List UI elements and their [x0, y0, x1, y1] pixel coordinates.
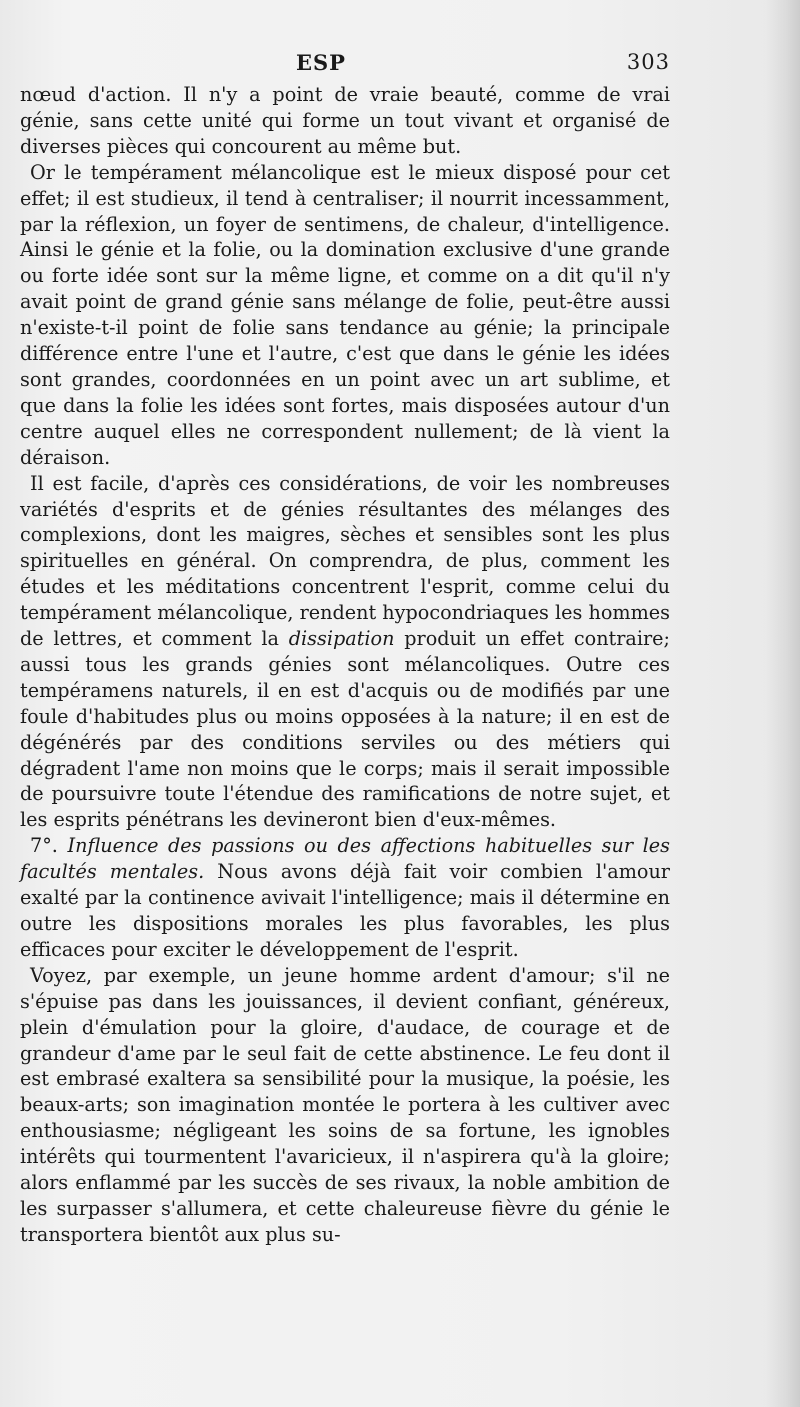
- paragraph-temperament: Or le tempérament mélancolique est le mieux disposé pour cet effet; il est studieux, il tend à centraliser; il nourrit incessamment, par la réflexion, un foyer de sentimens, de chaleur, d'intelligence. Ainsi le génie et la folie, ou la domination exclusive d'une grande ou forte idée sont sur la même ligne, et comme on a dit qu'il n'y avait point de grand génie sans mélange de folie, peut-être aussi n'existe-t-il point de folie sans tendance au génie; la principale différence entre l'une et l'autre, c'est que dans le génie les idées sont grandes, coordonnées en un point avec un art sublime, et que dans la folie les idées sont fortes, mais disposées autour d'un centre auquel elles ne correspondent nullement; de là vient la déraison.: [20, 160, 670, 469]
- page-edge-shadow: [766, 0, 800, 1407]
- header-title: ESP: [296, 50, 346, 75]
- page-number: 303: [626, 50, 670, 74]
- paragraph-varieties-text-b: produit un effet contraire; aussi tous les grands génies sont mélancoliques. Outre ces tempéramens naturels, il en est d'acquis ou de modifiés par une foule d'habitudes plus ou moins opposées à la nature; il en est de dégénérés par des conditions serviles ou des métiers qui dégradent l'ame non moins que le corps; mais il serait impossible de poursuivre toute l'étendue des ramifications de notre sujet, et les esprits pénétrans les devineront bien d'eux-mêmes.: [20, 627, 670, 832]
- paragraph-young-man: Voyez, par exemple, un jeune homme ardent d'amour; s'il ne s'épuise pas dans les jouissances, il devient confiant, généreux, plein d'émulation pour la gloire, d'audace, de courage et de grandeur d'ame par le seul fait de cette abstinence. Le feu dont il est embrasé exaltera sa sensibilité pour la musique, la poésie, les beaux-arts; son imagination montée le portera à les cultiver avec enthousiasme; négligeant les soins de sa fortune, les ignobles intérêts qui tourmentent l'avaricieux, il n'aspirera qu'à la gloire; alors enflammé par les succès de ses rivaux, la noble ambition de les surpasser s'allumera, et cette chaleureuse fièvre du génie le transportera bientôt aux plus su-: [20, 963, 670, 1246]
- italic-term: dissipation: [288, 627, 395, 651]
- paragraph-continuation: nœud d'action. Il n'y a point de vraie beauté, comme de vrai génie, sans cette unité qui forme un tout vivant et organisé de diverses pièces qui concourent au même but.: [20, 83, 670, 158]
- body-text: [20, 82, 670, 1248]
- paragraph-varieties: [20, 471, 670, 834]
- section-number: 7°.: [30, 834, 58, 858]
- section-text: Nous avons déjà fait voir combien l'amour exalté par la continence avivait l'intelligence; mais il détermine en outre les dispositions morales les plus favorables, les plus efficaces pour exciter le développement de l'esprit.: [20, 860, 670, 961]
- section-heading: Influence des passions ou des affections habituelles sur les facultés mentales.: [20, 834, 670, 884]
- paragraph-section-7: [20, 833, 670, 963]
- running-header: [20, 50, 670, 80]
- paragraph-varieties-text-a: Il est facile, d'après ces considérations, de voir les nombreuses variétés d'esprits et de génies résultantes des mélanges des complexions, dont les maigres, sèches et sensibles sont les plus spirituelles en général. On comprendra, de plus, comment les études et les méditations concentrent l'esprit, comme celui du tempérament mélancolique, rendent hypocondriaques les hommes de lettres, et comment la: [20, 471, 670, 651]
